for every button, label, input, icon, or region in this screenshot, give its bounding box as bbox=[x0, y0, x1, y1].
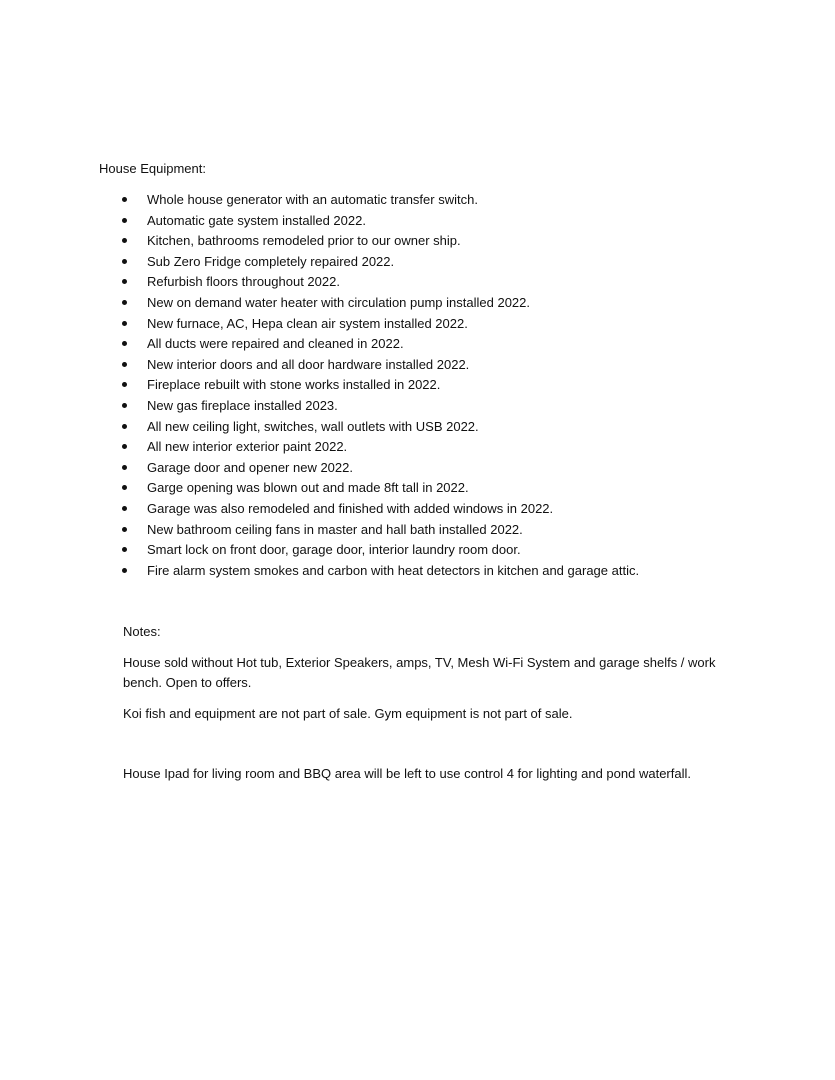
note-paragraph: Koi fish and equipment are not part of sale. Gym equipment is not part of sale. bbox=[123, 706, 573, 721]
bullet-icon bbox=[122, 485, 127, 490]
bullet-icon bbox=[122, 341, 127, 346]
list-item-text: Fire alarm system smokes and carbon with heat detectors in kitchen and garage attic. bbox=[147, 562, 640, 578]
list-item bbox=[0, 438, 835, 459]
list-item bbox=[0, 253, 835, 274]
list-item bbox=[0, 335, 835, 356]
list-item-text: New furnace, AC, Hepa clean air system installed 2022. bbox=[147, 315, 468, 331]
bullet-icon bbox=[122, 568, 127, 573]
note-paragraph: House sold without Hot tub, Exterior Speakers, amps, TV, Mesh Wi-Fi System and garage shelfs / work bench. Open to offers. bbox=[123, 655, 716, 690]
bullet-icon bbox=[122, 465, 127, 470]
list-item-text: All new interior exterior paint 2022. bbox=[147, 439, 348, 455]
list-item-text: All ducts were repaired and cleaned in 2022. bbox=[147, 336, 404, 352]
section-heading: House Equipment: bbox=[99, 161, 206, 176]
note-paragraph: House Ipad for living room and BBQ area will be left to use control 4 for lighting and pond waterfall. bbox=[123, 766, 691, 781]
bullet-icon bbox=[122, 300, 127, 305]
list-item bbox=[0, 232, 835, 253]
bullet-icon bbox=[122, 506, 127, 511]
list-item bbox=[0, 191, 835, 212]
bullet-icon bbox=[122, 218, 127, 223]
list-item bbox=[0, 376, 835, 397]
bullet-icon bbox=[122, 382, 127, 387]
notes-heading: Notes: bbox=[123, 624, 161, 639]
list-item-text: Garge opening was blown out and made 8ft tall in 2022. bbox=[147, 480, 469, 496]
list-item-text: All new ceiling light, switches, wall outlets with USB 2022. bbox=[147, 418, 479, 434]
list-item-text: Kitchen, bathrooms remodeled prior to our owner ship. bbox=[147, 233, 461, 249]
list-item-text: New bathroom ceiling fans in master and hall bath installed 2022. bbox=[147, 521, 523, 537]
bullet-icon bbox=[122, 527, 127, 532]
list-item bbox=[0, 273, 835, 294]
list-item bbox=[0, 541, 835, 562]
list-item bbox=[0, 294, 835, 315]
list-item-text: Whole house generator with an automatic transfer switch. bbox=[147, 192, 478, 207]
bullet-icon bbox=[122, 403, 127, 408]
list-item-text: Sub Zero Fridge completely repaired 2022. bbox=[147, 253, 395, 269]
list-item bbox=[0, 315, 835, 336]
bullet-icon bbox=[122, 197, 127, 202]
list-item-text: Refurbish floors throughout 2022. bbox=[147, 274, 340, 290]
list-item-text: Garage door and opener new 2022. bbox=[147, 459, 353, 475]
list-item bbox=[0, 562, 835, 583]
list-item bbox=[0, 418, 835, 439]
list-item bbox=[0, 397, 835, 418]
list-item bbox=[0, 521, 835, 542]
bullet-icon bbox=[122, 259, 127, 264]
bullet-icon bbox=[122, 279, 127, 284]
equipment-list bbox=[0, 191, 835, 582]
list-item-text: New on demand water heater with circulation pump installed 2022. bbox=[147, 294, 530, 310]
list-item-text: Garage was also remodeled and finished with added windows in 2022. bbox=[147, 500, 554, 516]
bullet-icon bbox=[122, 362, 127, 367]
list-item-text: New interior doors and all door hardware installed 2022. bbox=[147, 356, 470, 372]
list-item bbox=[0, 500, 835, 521]
list-item bbox=[0, 479, 835, 500]
bullet-icon bbox=[122, 321, 127, 326]
list-item-text: Smart lock on front door, garage door, interior laundry room door. bbox=[147, 542, 521, 558]
bullet-icon bbox=[122, 238, 127, 243]
list-item bbox=[0, 356, 835, 377]
list-item bbox=[0, 459, 835, 480]
list-item-text: Fireplace rebuilt with stone works installed in 2022. bbox=[147, 377, 441, 393]
list-item-text: New gas fireplace installed 2023. bbox=[147, 397, 338, 413]
list-item-text: Automatic gate system installed 2022. bbox=[147, 212, 366, 228]
bullet-icon bbox=[122, 547, 127, 552]
bullet-icon bbox=[122, 444, 127, 449]
list-item bbox=[0, 212, 835, 233]
bullet-icon bbox=[122, 424, 127, 429]
